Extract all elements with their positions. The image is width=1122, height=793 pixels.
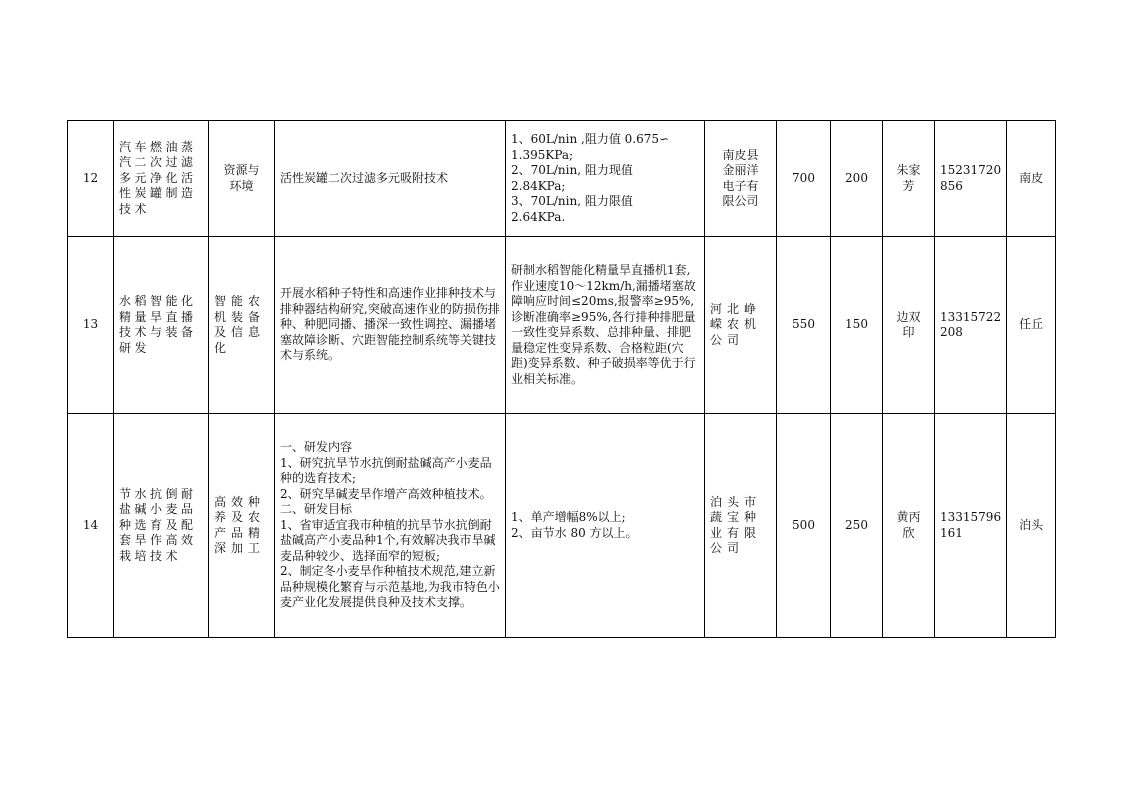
company-name: 泊头市蔬宝种业有限公司 [705, 414, 777, 638]
contact-phone: 13315796 161 [935, 414, 1007, 638]
row-number: 13 [68, 237, 114, 414]
funding-total: 550 [777, 237, 831, 414]
research-content: 活性炭罐二次过滤多元吸附技术 [275, 121, 506, 237]
contact-phone: 15231720 856 [935, 121, 1007, 237]
contact-person: 黄丙 欣 [883, 414, 935, 638]
tech-field: 智能农机装备及信息化 [209, 237, 275, 414]
tech-field: 资源与 环境 [209, 121, 275, 237]
contact-phone: 13315722 208 [935, 237, 1007, 414]
row-number: 12 [68, 121, 114, 237]
research-content: 开展水稻种子特性和高速作业排种技术与排种器结构研究,突破高速作业的防损伤排种、种肥同播、播深一致性调控、漏播堵塞故障诊断、穴距智能控制系统等关键技术与系统。 [275, 237, 506, 414]
table-row [68, 121, 1056, 237]
project-name: 节水抗倒耐盐碱小麦品种选育及配套旱作高效栽培技术 [114, 414, 209, 638]
target-indicators: 1、单产增幅8%以上; 2、亩节水 80 方以上。 [506, 414, 705, 638]
table-row [68, 237, 1056, 414]
tech-field: 高效种养及农产品精深加工 [209, 414, 275, 638]
funding-total: 700 [777, 121, 831, 237]
company-name: 南皮县 金丽洋 电子有 限公司 [705, 121, 777, 237]
project-table [67, 120, 1056, 638]
region: 任丘 [1007, 237, 1056, 414]
project-name: 水稻智能化精量旱直播技术与装备研发 [114, 237, 209, 414]
company-name: 河北峥嵘农机公司 [705, 237, 777, 414]
funding-support: 250 [831, 414, 883, 638]
contact-person: 边双 印 [883, 237, 935, 414]
target-indicators: 研制水稻智能化精量旱直播机1套,作业速度10～12km/h,漏播堵塞故障响应时间≤20ms,报警率≥95%,诊断准确率≥95%,各行排种排肥量一致性变异系数、总排种量、排肥量稳定性变异系数、合格粒距(穴距)变异系数、种子破损率等优于行业相关标准。 [506, 237, 705, 414]
funding-support: 150 [831, 237, 883, 414]
row-number: 14 [68, 414, 114, 638]
target-indicators: 1、60L/nin ,阻力值 0.675∽ 1.395KPa; 2、70L/nin, 阻力现值 2.84KPa; 3、70L/nin, 阻力限值 2.64KPa. [506, 121, 705, 237]
research-content: 一、研发内容 1、研究抗旱节水抗倒耐盐碱高产小麦品种的选育技术; 2、研究旱碱麦旱作增产高效种植技术。 二、研发目标 1、省审适宜我市种植的抗旱节水抗倒耐盐碱高产小麦品种1个,有效解决我市旱碱麦品种较少、选择面窄的短板; 2、制定冬小麦旱作种植技术规范,建立新品种规模化繁育与示范基地,为我市特色小麦产业化发展提供良种及技术支撑。 [275, 414, 506, 638]
table-row [68, 414, 1056, 638]
funding-support: 200 [831, 121, 883, 237]
funding-total: 500 [777, 414, 831, 638]
project-name: 汽车燃油蒸汽二次过滤多元净化活性炭罐制造技术 [114, 121, 209, 237]
contact-person: 朱家 芳 [883, 121, 935, 237]
region: 泊头 [1007, 414, 1056, 638]
region: 南皮 [1007, 121, 1056, 237]
